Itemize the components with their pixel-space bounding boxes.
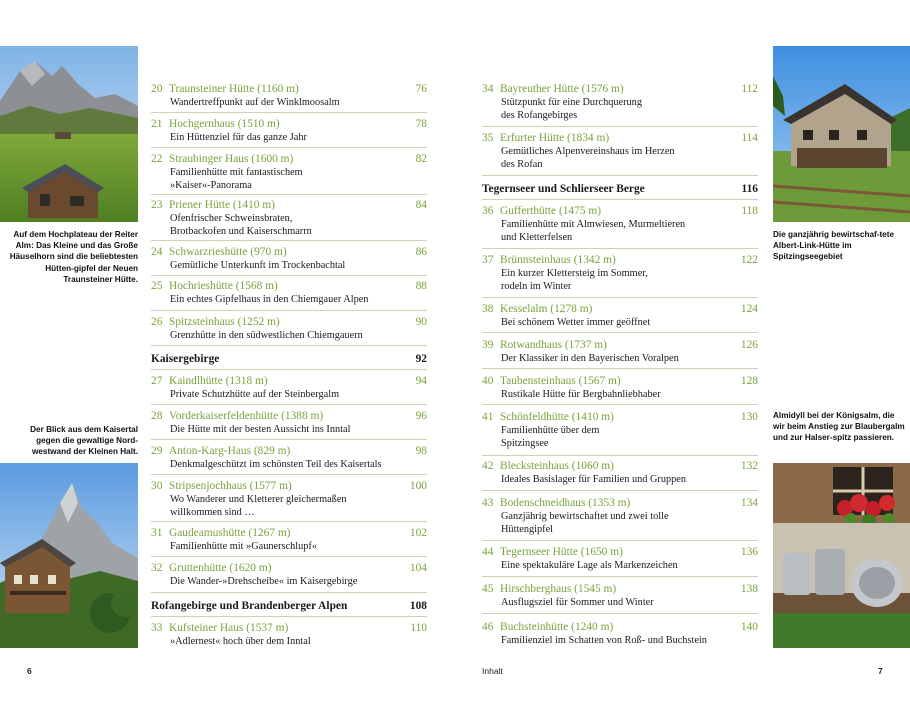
entry-description: Ein Hüttenziel für das ganze Jahr [170,132,307,143]
separator [482,404,758,405]
toc-entry[interactable] [482,253,758,293]
entry-page: 140 [740,621,758,633]
entry-title: Gaudeamushütte (1267 m) [169,527,291,539]
entry-description: Rustikale Hütte für Bergbahnliebhaber [501,389,661,400]
entry-number: 41 [482,411,494,423]
toc-left-column [151,0,427,660]
separator [151,556,427,557]
entry-title: Buchsteinhütte (1240 m) [500,621,614,633]
entry-number: 35 [482,132,494,144]
toc-entry[interactable] [151,152,427,192]
entry-page: 130 [740,411,758,423]
toc-entry[interactable] [151,444,427,471]
entry-title: Erfurter Hütte (1834 m) [500,132,610,144]
separator [482,613,758,614]
separator [482,175,758,176]
separator [482,490,758,491]
entry-title: Gufferthütte (1475 m) [500,205,602,217]
entry-description: Ganzjährig bewirtschaftet und zwei tolle [501,511,669,522]
entry-page: 122 [740,254,758,266]
entry-title: Blecksteinhaus (1060 m) [500,460,614,472]
caption-left-top: Auf dem Hochplateau der Reiter Alm: Das Kleine und das Große Häuselhorn sind die beliebtesten Hütten-gipfel der Neuen Traunsteiner Hütte. [9,230,138,284]
entry-description: Grenzhütte in den südwestlichen Chiemgauern [170,330,363,341]
entry-title: Kaindlhütte (1318 m) [169,375,268,387]
toc-entry[interactable] [151,479,427,519]
separator [482,332,758,333]
entry-number: 40 [482,375,494,387]
toc-entry[interactable] [151,117,427,144]
entry-title: Vorderkaiserfeldenhütte (1388 m) [169,410,324,422]
separator [482,576,758,577]
photo-reiter-alm [0,46,138,222]
entry-page: 114 [741,132,758,144]
entry-description: Eine spektakuläre Lage als Markenzeichen [501,560,678,571]
entry-number: 20 [151,83,163,95]
separator [482,126,758,127]
separator [151,439,427,440]
entry-title: Kufsteiner Haus (1537 m) [169,622,289,634]
entry-description: und Kletterfelsen [501,232,573,244]
entry-description: Gemütliches Alpenvereinshaus im Herzen [501,146,675,157]
entry-description: Gemütliche Unterkunft im Trockenbachtal [170,260,346,271]
entry-number: 39 [482,339,494,351]
section-title: Rofangebirge und Brandenberger Alpen [151,600,348,612]
separator [151,404,427,405]
entry-title: Kesselalm (1278 m) [500,303,593,315]
toc-right-column [482,0,758,660]
entry-description: Stützpunkt für eine Durchquerung [501,97,642,108]
separator [151,240,427,241]
entry-number: 23 [151,199,163,211]
entry-title: Hochgernhaus (1510 m) [169,118,280,130]
separator [151,112,427,113]
entry-number: 46 [482,621,494,633]
entry-description: Denkmalgeschützt im schönsten Teil des Kaisertals [170,459,382,470]
entry-page: 118 [741,205,758,217]
entry-description: rodeln im Winter [501,281,572,293]
toc-entry[interactable] [482,620,758,647]
toc-entry[interactable] [482,496,758,536]
toc-entry[interactable] [151,82,427,109]
photo-kleine-halt [0,463,138,648]
entry-description: Familienhütte über dem [501,425,600,436]
toc-entry[interactable] [482,204,758,244]
section-heading[interactable] [482,182,758,196]
entry-number: 21 [151,118,163,130]
separator [482,455,758,456]
entry-page: 134 [740,497,758,509]
entry-description: Bei schönem Wetter immer geöffnet [501,317,651,328]
separator [151,310,427,311]
entry-page: 112 [741,83,758,95]
entry-description: des Rofangebirges [501,110,578,122]
toc-entry[interactable] [151,374,427,401]
entry-number: 27 [151,375,163,387]
entry-page: 78 [415,118,427,130]
entry-page: 88 [415,280,427,292]
entry-number: 32 [151,562,163,574]
entry-description: Die Wander-»Drehscheibe« im Kaisergebirge [170,576,358,587]
section-heading[interactable] [151,599,427,613]
entry-page: 98 [415,445,427,457]
entry-description: Wo Wanderer und Kletterer gleichermaßen [170,494,347,505]
entry-number: 29 [151,445,163,457]
entry-title: Stripsenjochhaus (1577 m) [169,480,292,492]
separator [151,275,427,276]
toc-entry[interactable] [482,459,758,486]
entry-description: Private Schutzhütte auf der Steinbergalm [170,389,340,400]
toc-entry[interactable] [482,302,758,329]
entry-title: Brünnsteinhaus (1342 m) [500,254,616,266]
entry-title: Tegernseer Hütte (1650 m) [500,546,623,558]
entry-description: Familienhütte mit fantastischem [170,167,303,178]
entry-description: Spitzingsee [501,438,549,450]
entry-description: »Kaiser«-Panorama [170,180,252,192]
page-number-right: 7 [878,666,883,676]
section-page: 116 [741,183,758,195]
toc-entry[interactable] [151,409,427,436]
entry-description: Ofenfrischer Schweinsbraten, [170,213,293,224]
entry-page: 126 [740,339,758,351]
toc-entry[interactable] [151,198,427,238]
section-title: Kaisergebirge [151,353,220,365]
entry-description: Der Klassiker in den Bayerischen Voralpen [501,353,679,364]
section-page: 92 [415,353,427,365]
toc-entry[interactable] [151,561,427,588]
entry-number: 25 [151,280,163,292]
page-number-left: 6 [27,666,32,676]
entry-title: Straubinger Haus (1600 m) [169,153,294,165]
section-heading[interactable] [151,352,427,366]
entry-title: Spitzsteinhaus (1252 m) [169,316,280,328]
toc-entry[interactable] [151,526,427,553]
entry-number: 38 [482,303,494,315]
entry-description: »Adlernest« hoch über dem Inntal [170,636,311,647]
separator [482,248,758,249]
separator [151,474,427,475]
entry-title: Hochrieshütte (1568 m) [169,280,278,292]
entry-description: Ausflugsziel für Sommer und Winter [501,597,654,608]
entry-page: 90 [415,316,427,328]
entry-page: 132 [740,460,758,472]
entry-number: 34 [482,83,494,95]
section-page: 108 [409,600,427,612]
entry-number: 24 [151,246,163,258]
entry-description: des Rofan [501,159,543,171]
entry-title: Schönfeldhütte (1410 m) [500,411,614,423]
entry-number: 37 [482,254,494,266]
toc-entry[interactable] [482,338,758,365]
toc-entry[interactable] [482,82,758,122]
entry-title: Bayreuther Hütte (1576 m) [500,83,624,95]
entry-description: Die Hütte mit der besten Aussicht ins Inntal [170,424,351,435]
entry-title: Priener Hütte (1410 m) [169,199,275,211]
entry-number: 31 [151,527,163,539]
separator [482,199,758,200]
photo-albert-link-huette [773,46,910,222]
toc-entry[interactable] [482,374,758,401]
caption-right-bottom: Almidyll bei der Königsalm, die wir beim Anstieg zur Blaubergalm und zur Halser-spitz passieren. [773,411,905,443]
separator [151,345,427,346]
entry-page: 96 [415,410,427,422]
entry-title: Hirschberghaus (1545 m) [500,583,617,595]
entry-number: 33 [151,622,163,634]
section-title: Tegernseer und Schlierseer Berge [482,183,645,195]
entry-page: 124 [740,303,758,315]
entry-description: willkommen sind … [170,507,255,519]
entry-page: 102 [409,527,427,539]
entry-description: Ein echtes Gipfelhaus in den Chiemgauer Alpen [170,294,369,305]
entry-description: Familienhütte mit »Gaunerschlupf« [170,541,317,552]
toc-entry[interactable] [482,582,758,609]
entry-number: 42 [482,460,494,472]
entry-description: Familienziel im Schatten von Roß- und Buchstein [501,635,707,646]
entry-number: 30 [151,480,163,492]
entry-page: 100 [409,480,427,492]
entry-description: Ideales Basislager für Familien und Gruppen [501,474,687,485]
separator [482,540,758,541]
entry-title: Rotwandhaus (1737 m) [500,339,607,351]
caption-right-top: Die ganzjährig bewirtschaf-tete Albert-Link-Hütte im Spitzingseegebiet [773,230,895,262]
entry-title: Traunsteiner Hütte (1160 m) [169,83,299,95]
entry-description: Hüttengipfel [501,524,554,536]
entry-number: 26 [151,316,163,328]
separator [151,147,427,148]
entry-page: 94 [415,375,427,387]
entry-description: Familienhütte mit Almwiesen, Murmeltieren [501,219,686,230]
toc-entry[interactable] [151,245,427,272]
entry-page: 82 [415,153,427,165]
entry-page: 110 [410,622,427,634]
entry-number: 28 [151,410,163,422]
toc-entry[interactable] [151,621,427,648]
entry-page: 76 [415,83,427,95]
toc-entry[interactable] [151,315,427,342]
separator [482,297,758,298]
separator [151,194,427,195]
photo-koenigsalm [773,463,910,648]
entry-number: 36 [482,205,494,217]
entry-title: Gruttenhütte (1620 m) [169,562,272,574]
entry-description: Ein kurzer Klettersteig im Sommer, [501,268,648,279]
entry-page: 128 [740,375,758,387]
separator [151,616,427,617]
entry-title: Anton-Karg-Haus (829 m) [169,445,291,457]
entry-number: 44 [482,546,494,558]
entry-page: 104 [409,562,427,574]
entry-description: Wandertreffpunkt auf der Winklmoosalm [170,97,340,108]
separator [151,521,427,522]
separator [151,369,427,370]
entry-page: 84 [415,199,427,211]
toc-entry[interactable] [482,410,758,450]
toc-entry[interactable] [151,279,427,306]
entry-number: 22 [151,153,163,165]
entry-page: 138 [740,583,758,595]
entry-title: Bodenschneidhaus (1353 m) [500,497,631,509]
entry-number: 45 [482,583,494,595]
entry-number: 43 [482,497,494,509]
entry-page: 136 [740,546,758,558]
toc-entry[interactable] [482,131,758,171]
entry-description: Brotbackofen und Kaiserschmarrn [170,226,312,238]
entry-title: Taubensteinhaus (1567 m) [500,375,621,387]
entry-page: 86 [415,246,427,258]
entry-title: Schwarzrieshütte (970 m) [169,246,287,258]
toc-entry[interactable] [482,545,758,572]
caption-left-bottom: Der Blick aus dem Kaisertal gegen die gewaltige Nord-westwand der Kleinen Halt. [30,425,138,457]
separator [482,368,758,369]
separator [151,592,427,593]
footer-section-label: Inhalt [482,666,503,676]
